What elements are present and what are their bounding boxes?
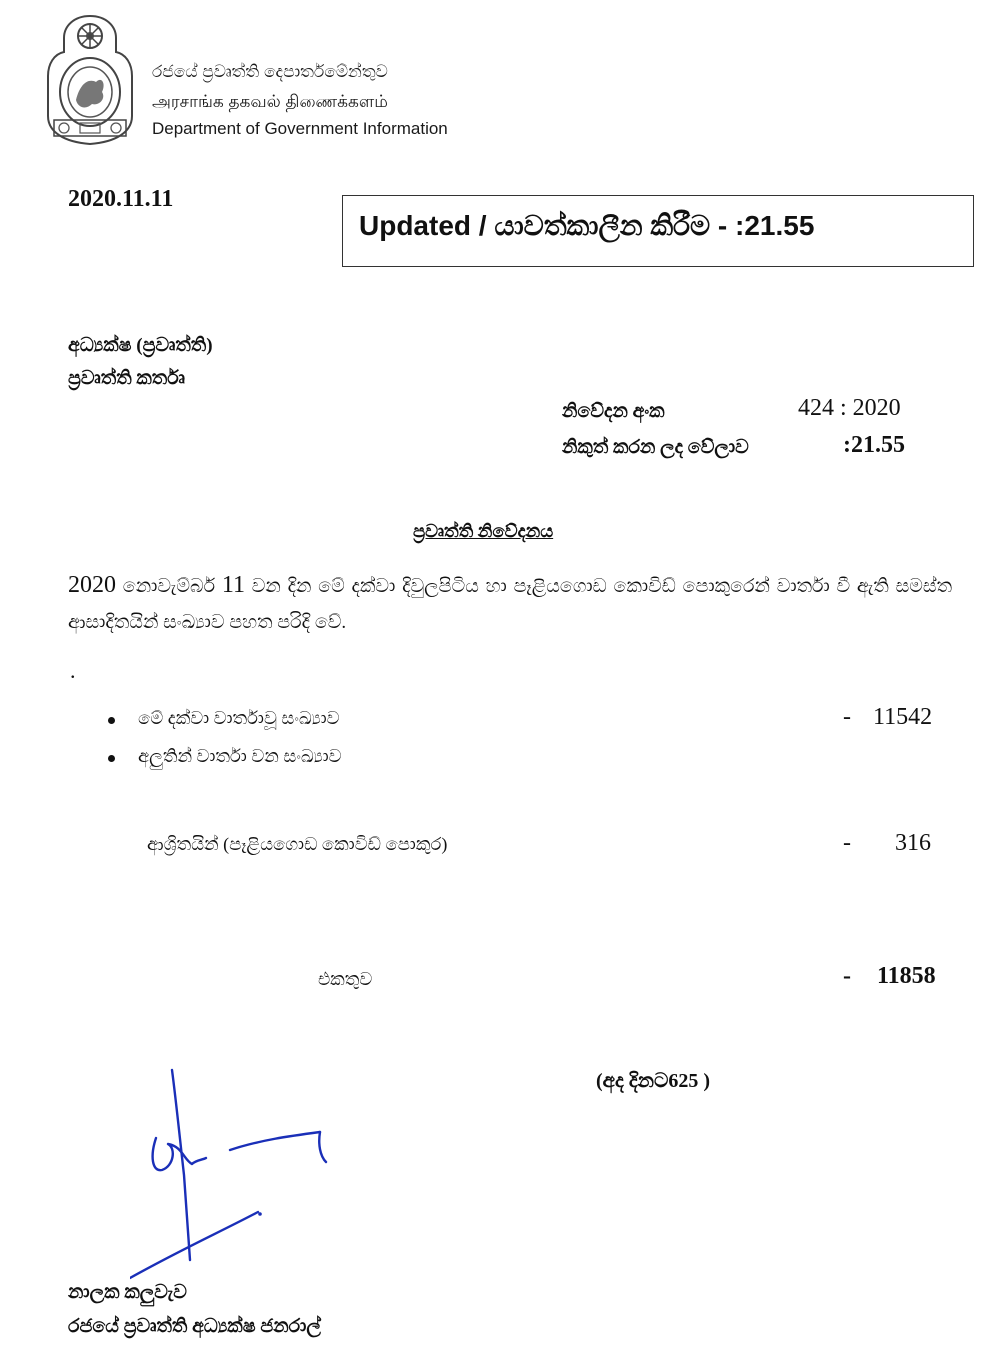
recipient-line-1: අධ්‍යක්ෂ (ප්‍රවෘත්ති)	[68, 335, 213, 356]
update-text: Updated / යාවත්කාලීන කිරීම - :21.55	[359, 210, 815, 241]
signatory-title: රජයේ ප්‍රවෘත්ති අධ්‍යක්ෂ ජනරාල්	[68, 1316, 321, 1337]
signatory-name: නාලක කලුවැව	[68, 1282, 187, 1303]
bullet-icon	[108, 755, 115, 762]
list-item-value: 11542	[873, 704, 933, 730]
paragraph-text: වන දින මේ දක්වා දිවුලපිටිය හා පෑළියගොඩ කොවිඩ් පොකුරෙන් වාර්තා වී ඇති සමස්ත ආසාදිතයින් සංඛ්‍යාව පහත පරිදි වේ.	[68, 576, 953, 633]
header-english: Department of Government Information	[152, 119, 448, 138]
recipient-line-2: ප්‍රවෘත්ති කර්තෘ	[68, 368, 185, 389]
header-tamil: அரசாங்க தகவல் திணைக்களம்	[152, 92, 388, 111]
paragraph-day: 11	[221, 572, 245, 598]
paragraph-year: 2020	[68, 572, 116, 598]
list-item-label: අලුතින් වාර්තා වන සංඛ්‍යාව	[138, 746, 342, 766]
release-time-value: :21.55	[843, 432, 905, 458]
government-emblem-logo	[44, 12, 136, 148]
update-box	[342, 195, 974, 267]
body-paragraph	[68, 567, 952, 641]
paragraph-month: නොවැම්බර්	[122, 576, 216, 597]
contacts-dash: -	[843, 830, 851, 856]
header-sinhala: රජයේ ප්‍රවෘත්ති දෙපාර්තමේන්තුව	[152, 62, 388, 81]
total-dash: -	[843, 963, 851, 989]
release-time-label: නිකුත් කරන ලද වේලාව	[562, 437, 749, 458]
contacts-value: 316	[895, 830, 931, 856]
today-count: (අද දිනට625 )	[596, 1070, 711, 1092]
signature-image	[130, 1060, 370, 1290]
bullet-icon	[108, 717, 115, 724]
total-value: 11858	[877, 963, 936, 989]
dot-mark: .	[70, 658, 76, 683]
release-number-label: නිවේදන අංක	[562, 401, 665, 422]
list-item-label: මේ දක්වා වාර්තාවූ සංඛ්‍යාව	[138, 708, 340, 728]
release-date: 2020.11.11	[68, 186, 174, 212]
contacts-label: ආශ්‍රිතයින් (පෑළියගොඩ කොවිඩ් පොකුර)	[147, 834, 448, 854]
list-item-dash: -	[843, 704, 851, 730]
total-label: එකතුව	[318, 969, 373, 989]
release-number-value: 424 : 2020	[798, 395, 901, 421]
document-title: ප්‍රවෘත්ති නිවේදනය	[413, 521, 554, 541]
